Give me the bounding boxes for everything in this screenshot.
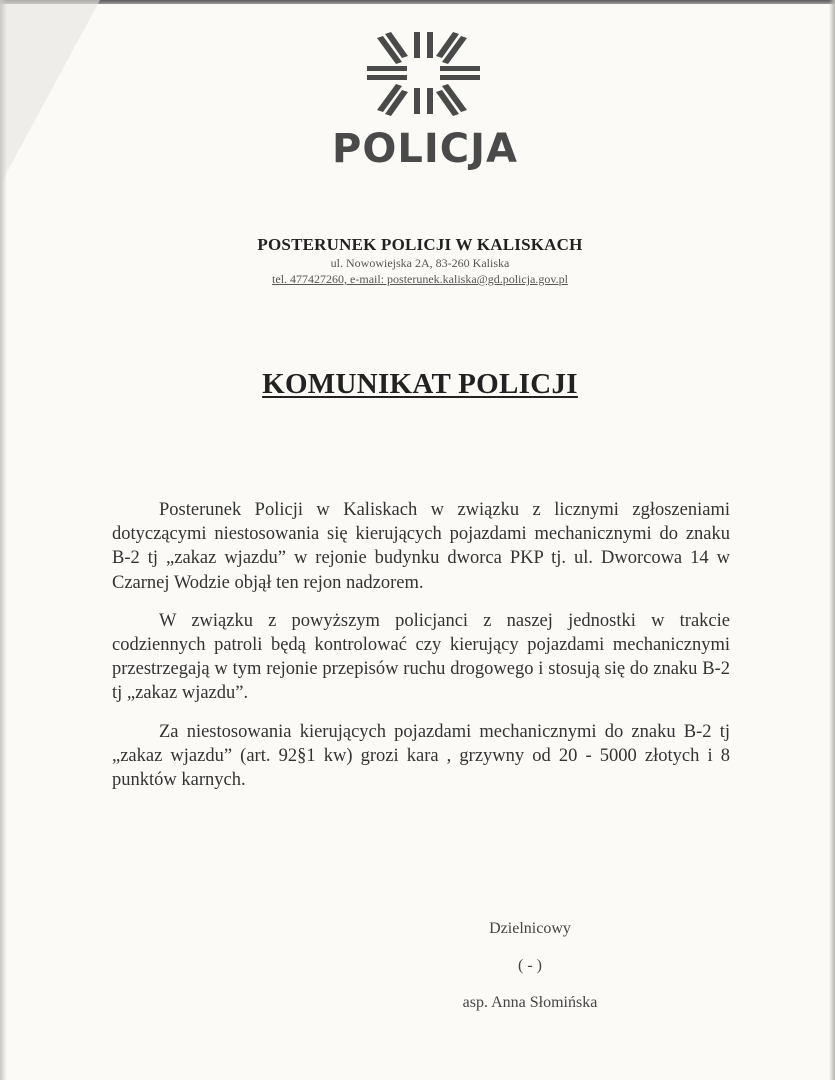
police-star-icon xyxy=(330,26,520,171)
letterhead xyxy=(120,235,720,287)
signature-role: Dzielnicowy xyxy=(489,920,571,937)
signature-block xyxy=(430,917,630,1028)
police-logo-text: POLICJA xyxy=(332,126,518,171)
scan-edge-right xyxy=(829,0,835,1080)
signature-name: asp. Anna Słomińska xyxy=(462,994,598,1011)
signature-mark: ( - ) xyxy=(518,957,542,974)
scan-folded-corner xyxy=(0,0,100,185)
document-title: KOMUNIKAT POLICJI xyxy=(262,368,578,400)
unit-address: ul. Nowowiejska 2A, 83-260 Kaliska xyxy=(330,256,510,270)
paragraph: W związku z powyższym policjanci z naszej jednostki w trakcie codziennych patroli będą kontrolować czy kierujący pojazdami mechanicznymi przestrzegają w tym rejonie przepisów ruchu drogowego i stosują się do znaku B-2 tj „zakaz wjazdu”. xyxy=(112,610,730,704)
unit-name: POSTERUNEK POLICJI W KALISKACH xyxy=(257,235,583,254)
paragraph: Posterunek Policji w Kaliskach w związku z licznymi zgłoszeniami dotyczącymi niestosowania się kierujących pojazdami mechanicznymi do znaku B-2 tj „zakaz wjazdu” w rejonie budynku dworca PKP tj. ul. Dworcowa 14 w Czarnej Wodzie objął ten rejon nadzorem. xyxy=(112,500,730,593)
paragraph: Za niestosowania kierujących pojazdami mechanicznymi do znaku B-2 tj „zakaz wjazdu” (art. 92§1 kw) grozi kara , grzywny od 20 - 5000 złotych i 8 punktów karnych. xyxy=(112,721,730,791)
unit-contact: tel. 477427260, e-mail: posterunek.kaliska@gd.policja.gov.pl xyxy=(272,272,568,286)
document-body xyxy=(112,498,730,806)
police-logo xyxy=(330,26,520,171)
scan-edge-left xyxy=(0,0,7,1080)
scan-edge-top xyxy=(0,0,835,4)
